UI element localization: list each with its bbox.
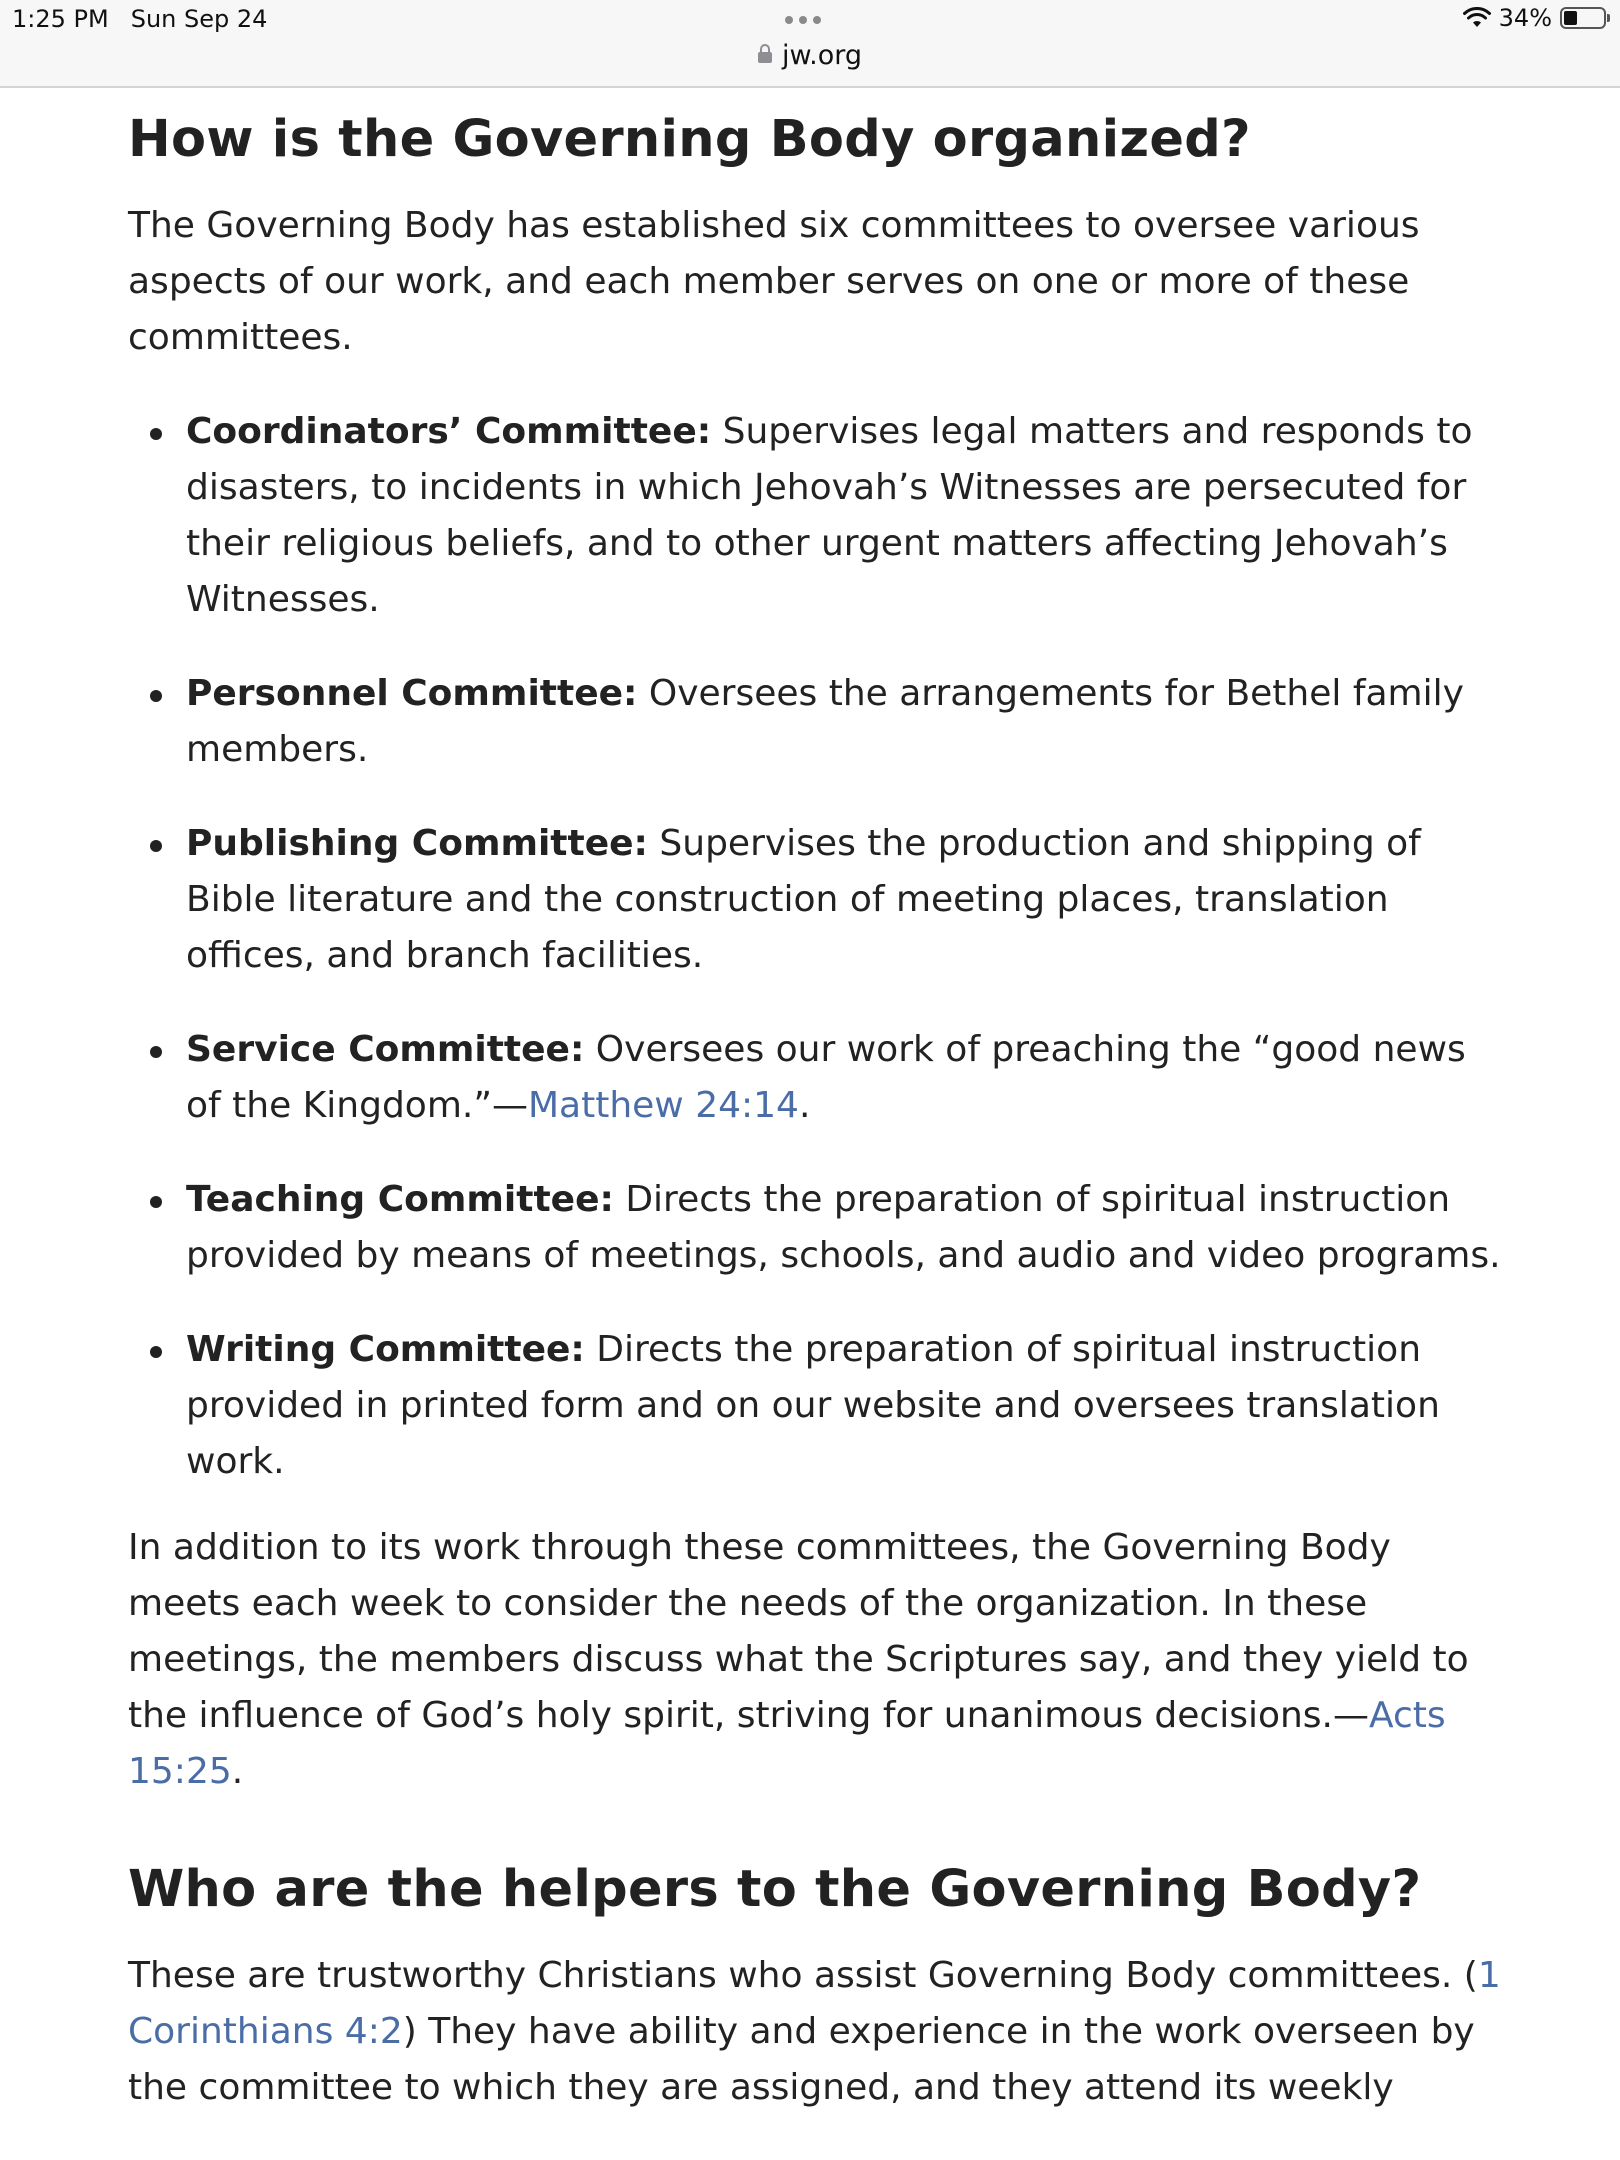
url-text: jw.org: [782, 40, 862, 71]
committee-term: Service Committee:: [186, 1029, 585, 1070]
intro-paragraph: The Governing Body has established six committees to oversee various aspects of our work, and each member serves on one or more of these committees.: [128, 205, 1420, 358]
addition-paragraph: [128, 1520, 1508, 1800]
committee-description: Directs the preparation of spiritual instruction provided in printed form and on our website and oversees translation work.: [186, 1329, 1440, 1482]
committee-description: Directs the preparation of spiritual instruction provided by means of meetings, schools, and audio and video programs.: [186, 1179, 1501, 1276]
section-heading-helpers: Who are the helpers to the Governing Body?: [128, 1860, 1422, 1919]
address-bar[interactable]: [0, 40, 1620, 71]
punctuation: .: [798, 1085, 811, 1126]
list-item: [128, 1172, 1508, 1284]
scripture-link-acts[interactable]: Acts 15:25: [128, 1695, 1446, 1792]
scripture-link-corinthians[interactable]: 1 Corinthians 4:2: [128, 1955, 1501, 2052]
addition-text: In addition to its work through these committees, the Governing Body meets each week to consider the needs of the organization. In these meetings, the members discuss what the Scriptures say, and they yield to the influence of God’s holy spirit, striving for unanimous decisions.—: [128, 1527, 1469, 1736]
status-time: 1:25 PM: [12, 5, 109, 33]
committee-term: Publishing Committee:: [186, 823, 648, 864]
helpers-text-after: ) They have ability and experience in the work overseen by the committee to which they are assigned, and they attend its weekly: [128, 2011, 1475, 2108]
committee-list: [128, 404, 1508, 1490]
committee-term: Writing Committee:: [186, 1329, 585, 1370]
committee-description: Supervises the production and shipping of Bible literature and the construction of meeting places, translation offices, and branch facilities.: [186, 823, 1421, 976]
list-item: [128, 666, 1508, 778]
list-item: [128, 1322, 1508, 1490]
lock-icon: [758, 52, 772, 63]
helpers-text-before: These are trustworthy Christians who assist Governing Body committees. (: [128, 1955, 1478, 1996]
committee-term: Teaching Committee:: [186, 1179, 614, 1220]
committee-term: Coordinators’ Committee:: [186, 411, 712, 452]
scripture-link-matthew[interactable]: Matthew 24:14: [527, 1085, 799, 1126]
committee-description: Supervises legal matters and responds to disasters, to incidents in which Jehovah’s Witnesses are persecuted for their religious beliefs, and to other urgent matters affecting Jehovah’s Witnesses.: [186, 411, 1473, 620]
status-bar-right: [1463, 4, 1606, 32]
browser-chrome: [0, 0, 1620, 88]
list-item: [128, 404, 1508, 628]
committee-description: Oversees our work of preaching the “good news of the Kingdom.”—: [186, 1029, 1466, 1126]
battery-fill: [1564, 11, 1577, 25]
committee-term: Personnel Committee:: [186, 673, 638, 714]
article-content: [128, 100, 1508, 2116]
list-item: [128, 816, 1508, 984]
status-date: Sun Sep 24: [130, 5, 268, 33]
wifi-icon: [1463, 7, 1491, 29]
more-dots-icon[interactable]: [785, 16, 821, 24]
status-bar-left: [12, 5, 267, 33]
helpers-paragraph: [128, 1948, 1508, 2116]
battery-percent: 34%: [1498, 4, 1552, 32]
battery-icon: [1560, 7, 1606, 29]
committee-description: Oversees the arrangements for Bethel family members.: [186, 673, 1464, 770]
section-heading-organized: How is the Governing Body organized?: [128, 110, 1251, 169]
punctuation: .: [231, 1751, 244, 1792]
list-item: [128, 1022, 1508, 1134]
